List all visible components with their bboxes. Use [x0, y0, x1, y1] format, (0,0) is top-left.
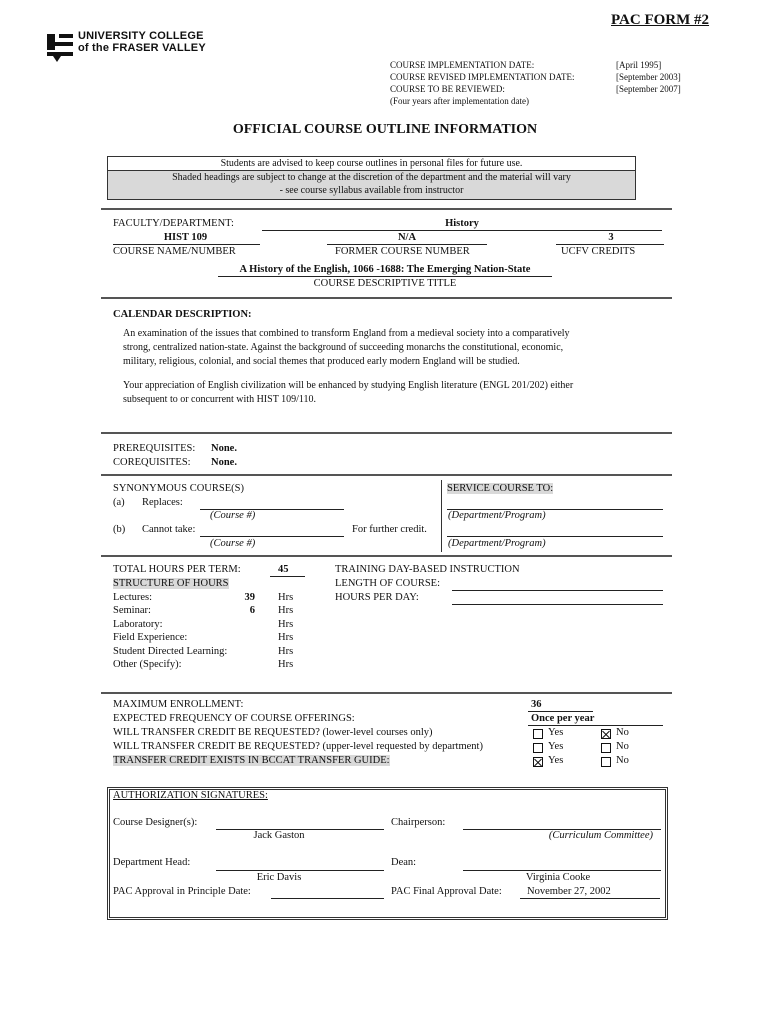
frequency-label: EXPECTED FREQUENCY OF COURSE OFFERINGS:: [113, 713, 355, 724]
course-title-label: COURSE DESCRIPTIVE TITLE: [313, 278, 457, 289]
syn-a-label: (a): [113, 497, 125, 508]
separator: [101, 474, 672, 476]
transfer-no-checkbox[interactable]: [601, 757, 611, 767]
ufv-crest-icon: [45, 32, 75, 64]
synonymous-heading: SYNONYMOUS COURSE(S): [113, 483, 244, 494]
transfer-no-label: No: [616, 727, 629, 738]
dates-block: [390, 59, 575, 107]
hours-row-unit: Hrs: [278, 605, 294, 617]
dean-name: Virginia Cooke: [525, 872, 591, 883]
transfer-q2: WILL TRANSFER CREDIT BE REQUESTED? (upper-level requested by department): [113, 741, 483, 752]
hours-row-label: Student Directed Learning:: [113, 645, 228, 657]
chair-note: (Curriculum Committee): [548, 830, 653, 841]
hours-row-value: 6: [249, 605, 255, 617]
total-hours-value: 45: [278, 564, 289, 575]
calendar-description: [123, 327, 573, 407]
dates-values: [616, 59, 681, 95]
faculty-value: History: [445, 218, 479, 229]
designer-label: Course Designer(s):: [113, 817, 198, 828]
prereq-label: PREREQUISITES:: [113, 443, 196, 454]
designer-name: Jack Gaston: [253, 830, 305, 841]
former-course-label: FORMER COURSE NUMBER: [335, 246, 470, 257]
pac-principle-date-field[interactable]: [271, 898, 384, 899]
transfer-q1: WILL TRANSFER CREDIT BE REQUESTED? (lower-level courses only): [113, 727, 433, 738]
prereq-value: None.: [211, 443, 237, 454]
hours-row-unit: Hrs: [278, 632, 294, 644]
dept-head-signature-field[interactable]: [216, 870, 384, 871]
transfer-no-checkbox[interactable]: [601, 729, 611, 739]
logo-line-2: of the FRASER VALLEY: [78, 42, 206, 54]
section-divider: [441, 480, 442, 552]
credits-label: UCFV CREDITS: [561, 246, 636, 257]
review-date-value: [September 2007]: [616, 84, 681, 94]
page-title: OFFICIAL COURSE OUTLINE INFORMATION: [232, 122, 538, 137]
hours-row-unit: Hrs: [278, 645, 294, 657]
transfer-yes-label: Yes: [548, 727, 564, 738]
course-title-value: A History of the English, 1066 -1688: The Emerging Nation-State: [239, 264, 531, 275]
course-name-label: COURSE NAME/NUMBER: [113, 246, 236, 257]
frequency-value: Once per year: [531, 713, 595, 724]
dept-head-name: Eric Davis: [256, 872, 302, 883]
notice-line-1: Students are advised to keep course outlines in personal files for future use.: [108, 157, 635, 171]
transfer-no-label: No: [616, 755, 629, 766]
calendar-p2-line: subsequent to or concurrent with HIST 109/110.: [123, 394, 317, 405]
hours-row-label: Other (Specify):: [113, 659, 182, 670]
hours-row-unit: Hrs: [278, 659, 294, 670]
authorization-box: [107, 787, 668, 920]
calendar-p1-line: military, religious, colonial, and social themes that produced early modern England will be studied.: [123, 356, 520, 367]
hours-row-label: Laboratory:: [113, 618, 163, 630]
calendar-heading: CALENDAR DESCRIPTION:: [113, 309, 252, 320]
review-date-label: COURSE TO BE REVIEWED:: [390, 84, 505, 94]
transfer-yes-checkbox[interactable]: [533, 743, 543, 753]
credits-value: 3: [608, 232, 614, 243]
transfer-yes-checkbox[interactable]: [533, 757, 543, 767]
hours-row-unit: Hrs: [278, 592, 294, 603]
service-dept-a: (Department/Program): [448, 510, 546, 521]
revised-date-label: COURSE REVISED IMPLEMENTATION DATE:: [390, 72, 575, 82]
structure-label: STRUCTURE OF HOURS: [113, 578, 229, 589]
logo-line-1: UNIVERSITY COLLEGE: [78, 30, 204, 42]
separator: [101, 208, 672, 210]
faculty-label: FACULTY/DEPARTMENT:: [113, 218, 234, 229]
transfer-yes-label: Yes: [548, 741, 564, 752]
notice-box: [107, 156, 636, 200]
hours-per-day-label: HOURS PER DAY:: [335, 592, 419, 603]
hours-row-label: Lectures:: [113, 592, 153, 603]
pac-final-date: November 27, 2002: [527, 886, 611, 897]
pac-final-date-field[interactable]: [520, 898, 660, 899]
service-heading: SERVICE COURSE TO:: [447, 483, 554, 494]
former-course-value: N/A: [397, 232, 417, 243]
impl-date-value: [April 1995]: [616, 60, 662, 70]
calendar-p1-line: strong, centralized nation-state. Against the background of succeeding monarchs the constitutional, economic,: [123, 342, 564, 353]
form-id: PAC FORM #2: [611, 12, 710, 28]
syn-b-label: (b): [113, 524, 126, 535]
separator: [101, 692, 672, 694]
further-credit-label: For further credit.: [352, 524, 427, 535]
max-enrollment-value: 36: [531, 699, 542, 710]
calendar-p1-line: An examination of the issues that combined to transform England from a medieval society into a comparatively: [123, 328, 570, 339]
notice-line-3: - see course syllabus available from instructor: [108, 184, 635, 199]
service-field-b[interactable]: [447, 536, 663, 537]
calendar-p2-line: Your appreciation of English civilization will be enhanced by studying English literature (ENGL 201/202) either: [123, 380, 574, 391]
transfer-no-checkbox[interactable]: [601, 743, 611, 753]
chair-label: Chairperson:: [391, 817, 446, 828]
total-hours-label: TOTAL HOURS PER TERM:: [113, 564, 241, 575]
pac-final-label: PAC Final Approval Date:: [391, 886, 502, 897]
training-label: TRAINING DAY-BASED INSTRUCTION: [335, 564, 520, 575]
separator: [101, 297, 672, 299]
pac-principle-label: PAC Approval in Principle Date:: [113, 886, 251, 897]
cannot-take-label: Cannot take:: [142, 524, 196, 535]
course-hash-b: (Course #): [210, 538, 256, 549]
review-note: (Four years after implementation date): [390, 96, 529, 106]
course-hash-a: (Course #): [210, 510, 256, 521]
course-name-value: HIST 109: [163, 232, 208, 243]
transfer-yes-checkbox[interactable]: [533, 729, 543, 739]
hours-row-label: Seminar:: [113, 605, 151, 617]
length-label: LENGTH OF COURSE:: [335, 578, 441, 589]
hours-row-value: 39: [244, 592, 255, 603]
coreq-label: COREQUISITES:: [113, 457, 191, 468]
hours-per-day-field[interactable]: [452, 604, 663, 605]
dept-head-label: Department Head:: [113, 857, 191, 868]
impl-date-label: COURSE IMPLEMENTATION DATE:: [390, 60, 535, 70]
length-field[interactable]: [452, 590, 663, 591]
transfer-yes-label: Yes: [548, 755, 564, 766]
notice-line-2: Shaded headings are subject to change at the discretion of the department and the material will vary: [108, 171, 635, 184]
transfer-q3: TRANSFER CREDIT EXISTS IN BCCAT TRANSFER GUIDE:: [113, 755, 390, 766]
revised-date-value: [September 2003]: [616, 72, 681, 82]
service-dept-b: (Department/Program): [448, 538, 546, 549]
hours-row-label: Field Experience:: [113, 632, 188, 644]
replaces-label: Replaces:: [142, 497, 183, 508]
auth-heading: AUTHORIZATION SIGNATURES:: [113, 790, 268, 801]
cannot-take-field[interactable]: [200, 536, 344, 537]
separator: [101, 432, 672, 434]
transfer-no-label: No: [616, 741, 629, 752]
max-enrollment-label: MAXIMUM ENROLLMENT:: [113, 699, 244, 710]
dean-signature-field[interactable]: [463, 870, 661, 871]
hours-row-unit: Hrs: [278, 618, 294, 630]
dean-label: Dean:: [391, 857, 417, 868]
separator: [101, 555, 672, 557]
coreq-value: None.: [211, 457, 237, 468]
